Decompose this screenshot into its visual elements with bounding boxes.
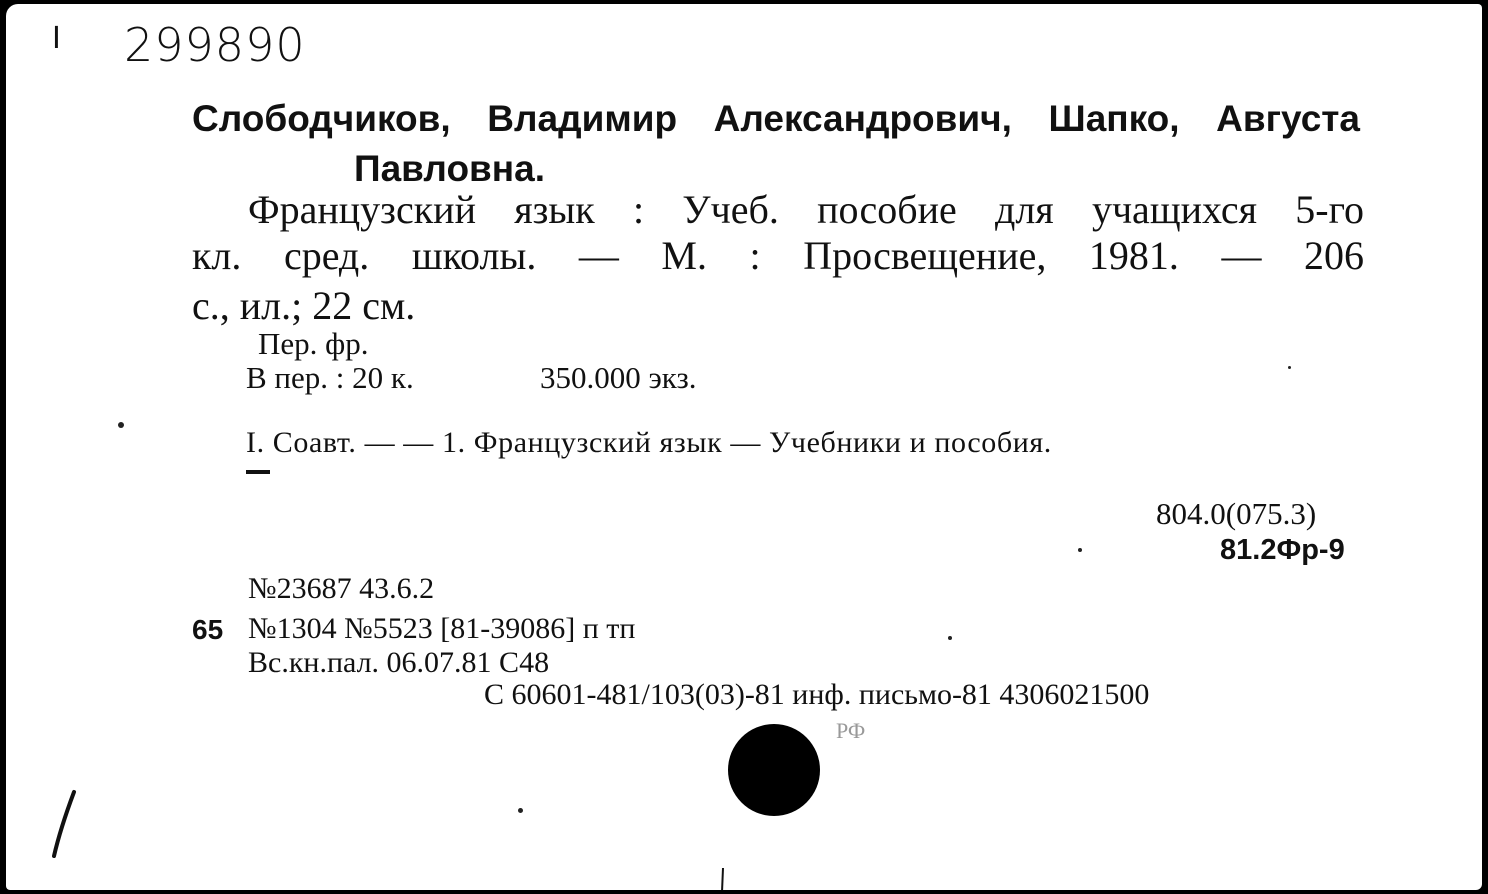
order-prefix: 65 (192, 614, 224, 645)
binding-note: Пер. фр. (258, 326, 369, 361)
authors-heading-continued: Павловна. (354, 148, 545, 189)
pen-stroke-mark (46, 788, 86, 860)
bbk-index: 81.2Фр-9 (1220, 534, 1345, 566)
speck-3 (948, 636, 952, 640)
price-note: В пер. : 20 к. (246, 360, 414, 395)
title-statement-line3: с., ил.; 22 см. (192, 283, 416, 328)
accession-number: 299890 (124, 18, 306, 72)
title-statement-line1: Французский язык : Учеб. пособие для учащихся 5-го (248, 187, 1364, 232)
speck-4 (518, 808, 523, 813)
tracing-underline (246, 470, 270, 474)
order-line3: Вс.кн.пал. 06.07.81 С48 (248, 646, 550, 679)
order-line1: №23687 43.6.2 (248, 572, 435, 605)
speck-1 (118, 422, 124, 428)
catalog-card (6, 4, 1482, 890)
order-line4: С 60601-481/103(03)-81 инф. письмо-81 4306021500 (484, 678, 1150, 711)
tracings: I. Соавт. — — 1. Французский язык — Учебники и пособия. (246, 426, 1052, 459)
udc-index: 804.0(075.3) (1156, 496, 1317, 531)
order-line2: №1304 №5523 [81-39086] п тп (248, 612, 636, 645)
bottom-tick-mark (718, 866, 728, 890)
print-run: 350.000 экз. (540, 360, 697, 395)
speck-5 (1288, 366, 1291, 369)
speck-2 (1078, 548, 1082, 552)
stamp-mark: РФ (836, 718, 866, 743)
punch-hole (728, 724, 820, 816)
corner-mark: I (52, 21, 61, 56)
title-statement-line2: кл. сред. школы. — М. : Просвещение, 1981. — 206 (192, 233, 1364, 278)
authors-heading: Слободчиков, Владимир Александрович, Шапко, Августа (192, 98, 1360, 139)
